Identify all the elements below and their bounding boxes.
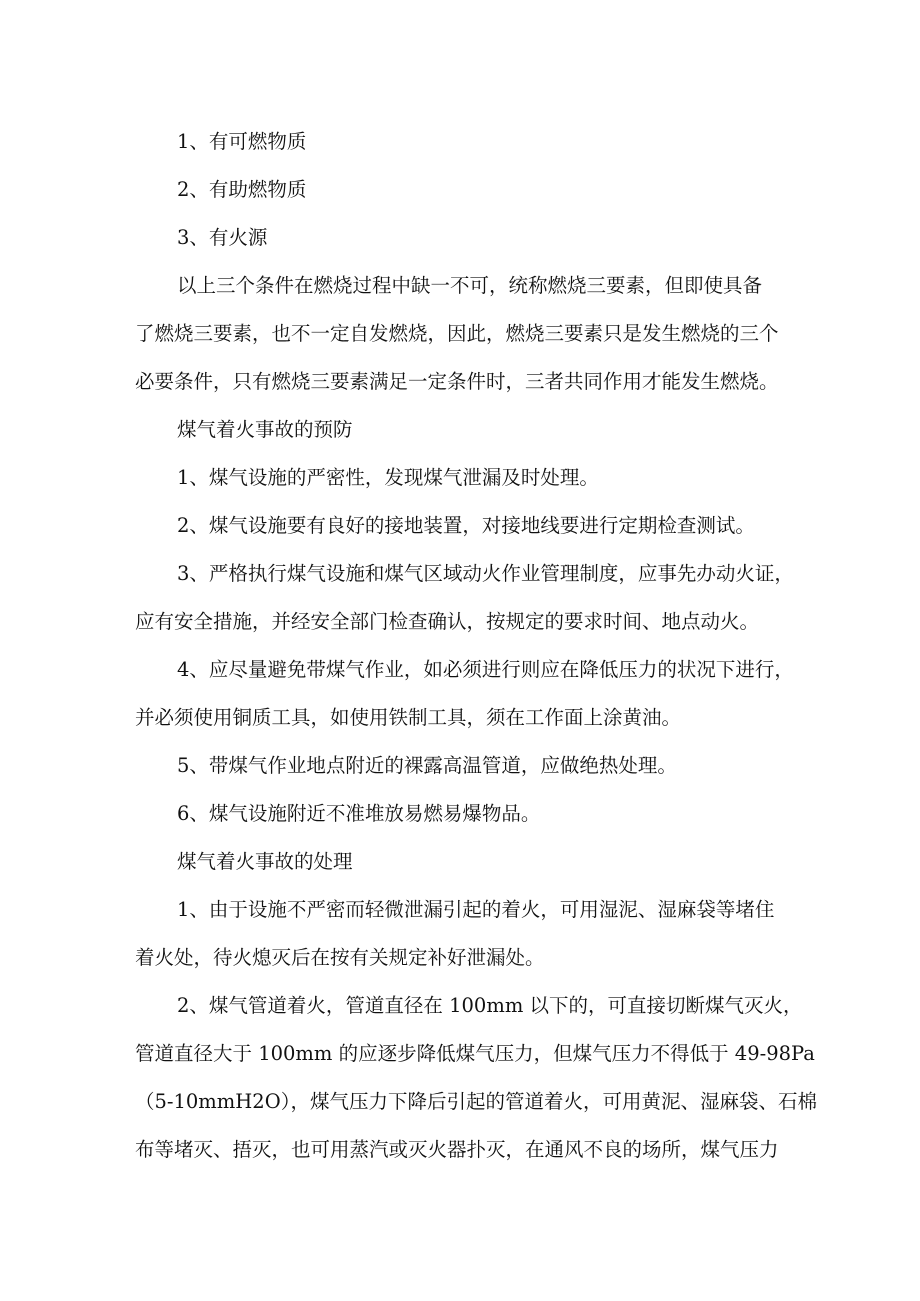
text-line: 2、有助燃物质 [177,178,307,201]
paragraph-1 [135,118,800,166]
paragraph-3 [135,214,800,262]
paragraph-9 [135,646,800,742]
text-line: 6、煤气设施附近不准堆放易燃易爆物品。 [177,802,541,825]
text-line: 3、有火源 [177,226,268,249]
paragraph-8 [135,550,800,646]
text-line: 以上三个条件在燃烧过程中缺一不可，统称燃烧三要素，但即使具备 [177,274,763,297]
text-line: 煤气着火事故的预防 [177,418,353,441]
text-line: 2、煤气管道着火，管道直径在 100mm 以下的，可直接切断煤气灭火， [177,994,803,1017]
text-line: 3、严格执行煤气设施和煤气区域动火作业管理制度，应事先办动火证， [177,562,794,585]
paragraph-10 [135,742,800,790]
text-line: 4、应尽量避免带煤气作业，如必须进行则应在降低压力的状况下进行， [177,658,794,681]
text-line: 1、由于设施不严密而轻微泄漏引起的着火，可用湿泥、湿麻袋等堵住 [177,898,775,921]
text-line: 煤气着火事故的处理 [177,850,353,873]
text-line: 2、煤气设施要有良好的接地装置，对接地线要进行定期检查测试。 [177,514,755,537]
section-heading-handling [135,838,800,886]
text-line: 布等堵灭、捂灭，也可用蒸汽或灭火器扑灭，在通风不良的场所，煤气压力 [135,1138,779,1161]
text-line: （5-10mmH2O），煤气压力下降后引起的管道着火，可用黄泥、湿麻袋、石棉 [135,1090,817,1113]
paragraph-2 [135,166,800,214]
text-line: 5、带煤气作业地点附近的裸露高温管道，应做绝热处理。 [177,754,677,777]
document-body [135,118,817,1174]
paragraph-4 [135,262,800,406]
section-heading-prevention [135,406,800,454]
paragraph-13 [135,886,800,982]
text-line: 必要条件，只有燃烧三要素满足一定条件时，三者共同作用才能发生燃烧。 [135,370,779,393]
text-line: 应有安全措施，并经安全部门检查确认，按规定的要求时间、地点动火。 [135,610,760,633]
text-line: 1、有可燃物质 [177,130,307,153]
text-line: 了燃烧三要素，也不一定自发燃烧，因此，燃烧三要素只是发生燃烧的三个 [135,322,779,345]
paragraph-6 [135,454,800,502]
text-line: 并必须使用铜质工具，如使用铁制工具，须在工作面上涂黄油。 [135,706,682,729]
text-line: 着火处，待火熄灭后在按有关规定补好泄漏处。 [135,946,545,969]
paragraph-14 [135,982,817,1174]
paragraph-11 [135,790,800,838]
text-line: 管道直径大于 100mm 的应逐步降低煤气压力，但煤气压力不得低于 49-98Pa [135,1042,815,1065]
text-line: 1、煤气设施的严密性，发现煤气泄漏及时处理。 [177,466,599,489]
paragraph-7 [135,502,800,550]
